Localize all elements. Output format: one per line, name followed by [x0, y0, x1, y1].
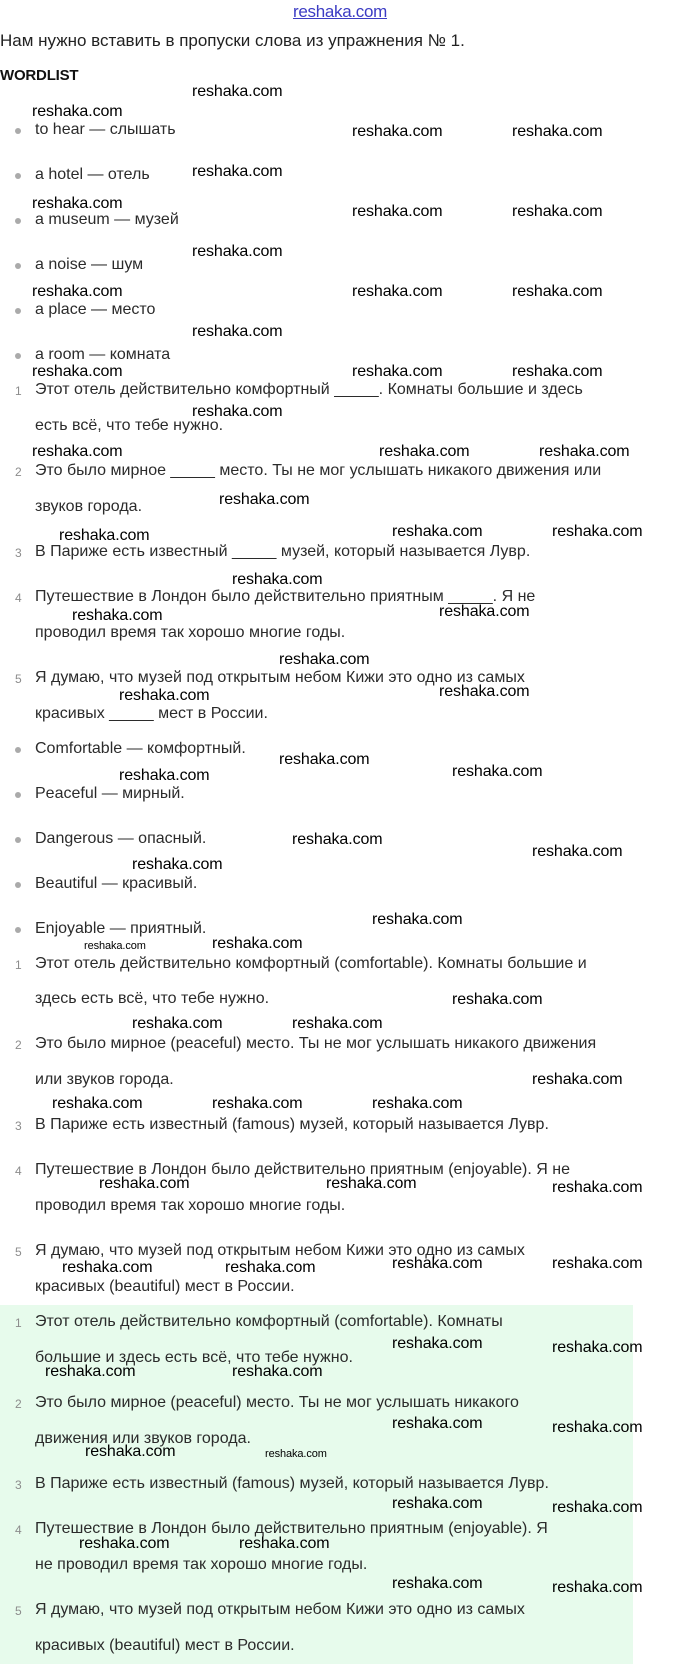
wordlist-title: WORDLIST	[0, 67, 79, 84]
wordlist-item: a room — комната	[0, 346, 680, 366]
watermark: reshaka.com	[85, 1443, 176, 1460]
watermark: reshaka.com	[392, 1255, 483, 1272]
watermark: reshaka.com	[452, 991, 543, 1008]
final-answer-sentence: 2 Это было мирное (peaceful) место. Ты не мог услышать никакого	[15, 1394, 519, 1411]
watermark: reshaka.com	[552, 1255, 643, 1272]
watermark: reshaka.com	[512, 283, 603, 300]
task-sentence: 5 Я думаю, что музей под открытым небом Кижи это одно из самых	[15, 669, 525, 686]
final-answer-sentence: 5 Я думаю, что музей под открытым небом Кижи это одно из самых	[15, 1601, 525, 1618]
watermark: reshaka.com	[52, 1095, 143, 1112]
watermark: reshaka.com	[392, 523, 483, 540]
wordlist-item: to hear — слышать	[0, 121, 680, 141]
watermark: reshaka.com	[552, 1339, 643, 1356]
watermark: reshaka.com	[552, 523, 643, 540]
watermark: reshaka.com	[512, 123, 603, 140]
watermark: reshaka.com	[119, 767, 210, 784]
watermark: reshaka.com	[452, 763, 543, 780]
bullet-icon	[15, 927, 21, 933]
watermark: reshaka.com	[539, 443, 630, 460]
final-answer-sentence: 3 В Париже есть известный (famous) музей, который называется Лувр.	[15, 1475, 549, 1492]
wordlist-item: a noise — шум	[0, 256, 680, 276]
watermark: reshaka.com	[232, 1363, 323, 1380]
answer-sentence-cont: здесь есть всё, что тебе нужно.	[35, 990, 270, 1007]
task-sentence: 2 Это было мирное _____ место. Ты не мог услышать никакого движения или	[15, 462, 602, 479]
watermark: reshaka.com	[119, 687, 210, 704]
watermark: reshaka.com	[84, 940, 146, 952]
watermark: reshaka.com	[379, 443, 470, 460]
watermark: reshaka.com	[192, 323, 283, 340]
watermark: reshaka.com	[79, 1535, 170, 1552]
watermark: reshaka.com	[45, 1363, 136, 1380]
final-answer-sentence: 4 Путешествие в Лондон было действительно приятным (enjoyable). Я	[15, 1520, 548, 1537]
bullet-icon	[15, 837, 21, 843]
adjective-item: Enjoyable — приятный.	[0, 920, 680, 940]
answer-sentence: 1 Этот отель действительно комфортный (comfortable). Комнаты большие и	[15, 955, 587, 972]
watermark: reshaka.com	[352, 363, 443, 380]
adjective-item: Peaceful — мирный.	[0, 785, 680, 805]
watermark: reshaka.com	[192, 403, 283, 420]
final-answer-sentence-cont: не проводил время так хорошо многие годы.	[35, 1556, 368, 1573]
watermark: reshaka.com	[32, 283, 123, 300]
watermark: reshaka.com	[512, 203, 603, 220]
wordlist-item: a museum — музей	[0, 211, 680, 231]
adjective-item: Comfortable — комфортный.	[0, 740, 680, 760]
watermark: reshaka.com	[132, 1015, 223, 1032]
watermark: reshaka.com	[512, 363, 603, 380]
watermark: reshaka.com	[99, 1175, 190, 1192]
watermark: reshaka.com	[532, 1071, 623, 1088]
watermark: reshaka.com	[439, 603, 530, 620]
watermark: reshaka.com	[279, 751, 370, 768]
bullet-icon	[15, 353, 21, 359]
watermark: reshaka.com	[32, 195, 123, 212]
watermark: reshaka.com	[32, 363, 123, 380]
watermark: reshaka.com	[352, 203, 443, 220]
bullet-icon	[15, 173, 21, 179]
watermark: reshaka.com	[552, 1579, 643, 1596]
watermark: reshaka.com	[392, 1575, 483, 1592]
watermark: reshaka.com	[372, 911, 463, 928]
watermark: reshaka.com	[352, 123, 443, 140]
watermark: reshaka.com	[532, 843, 623, 860]
watermark: reshaka.com	[62, 1259, 153, 1276]
task-sentence-cont: красивых _____ мест в России.	[35, 705, 268, 722]
final-answer-sentence-cont: движения или звуков города.	[35, 1430, 251, 1447]
watermark: reshaka.com	[552, 1179, 643, 1196]
bullet-icon	[15, 792, 21, 798]
watermark: reshaka.com	[372, 1095, 463, 1112]
bullet-icon	[15, 128, 21, 134]
adjective-item: Dangerous — опасный.	[0, 830, 680, 850]
watermark: reshaka.com	[552, 1419, 643, 1436]
wordlist-item: a hotel — отель	[0, 166, 680, 186]
watermark: reshaka.com	[32, 443, 123, 460]
watermark: reshaka.com	[392, 1495, 483, 1512]
task-sentence: 1 Этот отель действительно комфортный _____. Комнаты большие и здесь	[15, 381, 583, 398]
intro-text: Нам нужно вставить в пропуски слова из упражнения № 1.	[0, 31, 465, 50]
final-answer-sentence-cont: красивых (beautiful) мест в России.	[35, 1637, 295, 1654]
watermark: reshaka.com	[192, 83, 283, 100]
site-header-link[interactable]: reshaka.com	[292, 2, 388, 21]
watermark: reshaka.com	[392, 1415, 483, 1432]
watermark: reshaka.com	[292, 1015, 383, 1032]
watermark: reshaka.com	[59, 527, 150, 544]
watermark: reshaka.com	[439, 683, 530, 700]
answer-sentence-cont: проводил время так хорошо многие годы.	[35, 1197, 346, 1214]
watermark: reshaka.com	[279, 651, 370, 668]
final-answer-sentence: 1 Этот отель действительно комфортный (comfortable). Комнаты	[15, 1313, 503, 1330]
answer-sentence-cont: красивых (beautiful) мест в России.	[35, 1278, 295, 1295]
watermark: reshaka.com	[132, 856, 223, 873]
watermark: reshaka.com	[265, 1448, 327, 1460]
watermark: reshaka.com	[219, 491, 310, 508]
watermark: reshaka.com	[352, 283, 443, 300]
watermark: reshaka.com	[552, 1499, 643, 1516]
watermark: reshaka.com	[225, 1259, 316, 1276]
watermark: reshaka.com	[212, 1095, 303, 1112]
watermark: reshaka.com	[72, 607, 163, 624]
answer-sentence: 3 В Париже есть известный (famous) музей, который называется Лувр.	[15, 1116, 549, 1133]
watermark: reshaka.com	[32, 103, 123, 120]
wordlist-item: a place — место	[0, 301, 680, 321]
watermark: reshaka.com	[212, 935, 303, 952]
adjective-item: Beautiful — красивый.	[0, 875, 680, 895]
bullet-icon	[15, 263, 21, 269]
watermark: reshaka.com	[292, 831, 383, 848]
bullet-icon	[15, 308, 21, 314]
task-sentence: 3 В Париже есть известный _____ музей, который называется Лувр.	[15, 543, 531, 560]
watermark: reshaka.com	[239, 1535, 330, 1552]
task-sentence-cont: звуков города.	[35, 498, 143, 515]
answer-sentence: 5 Я думаю, что музей под открытым небом Кижи это одно из самых	[15, 1242, 525, 1259]
task-sentence-cont: проводил время так хорошо многие годы.	[35, 624, 346, 641]
watermark: reshaka.com	[326, 1175, 417, 1192]
watermark: reshaka.com	[392, 1335, 483, 1352]
answer-sentence-cont: или звуков города.	[35, 1071, 174, 1088]
answer-sentence: 4 Путешествие в Лондон было действительно приятным (enjoyable). Я не	[15, 1161, 570, 1178]
bullet-icon	[15, 882, 21, 888]
task-sentence: 4 Путешествие в Лондон было действительно приятным _____. Я не	[15, 588, 536, 605]
watermark: reshaka.com	[232, 571, 323, 588]
watermark: reshaka.com	[192, 243, 283, 260]
task-sentence-cont: есть всё, что тебе нужно.	[35, 417, 224, 434]
watermark: reshaka.com	[192, 163, 283, 180]
bullet-icon	[15, 218, 21, 224]
bullet-icon	[15, 747, 21, 753]
final-answer-sentence-cont: большие и здесь есть всё, что тебе нужно.	[35, 1349, 353, 1366]
answer-sentence: 2 Это было мирное (peaceful) место. Ты не мог услышать никакого движения	[15, 1035, 597, 1052]
